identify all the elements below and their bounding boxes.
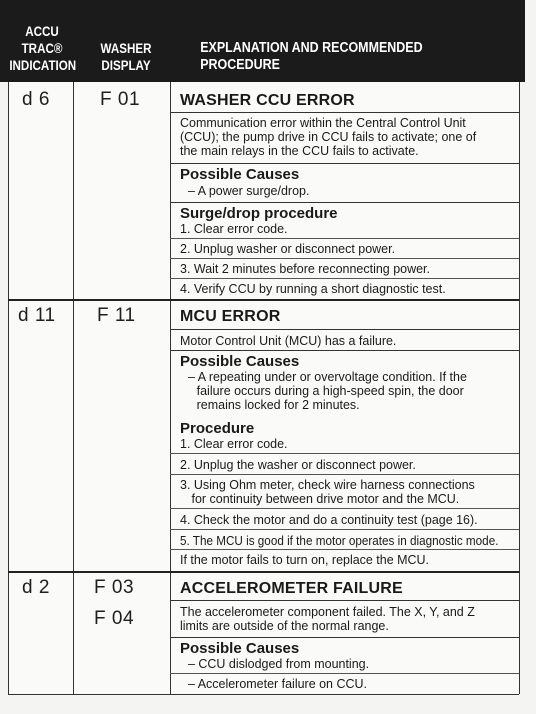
row3-explanation-line2: limits are outside of the normal range.: [180, 618, 389, 633]
row1-title-divider: [170, 112, 519, 113]
table-header: [0, 0, 525, 82]
row2-step-3: [180, 478, 502, 506]
row3-washer-code-2: F 04: [94, 608, 135, 629]
row1-explanation-divider: [170, 163, 519, 164]
row3-title: ACCELEROMETER FAILURE: [180, 580, 403, 597]
row1-cause-1: – A power surge/drop.: [188, 183, 310, 198]
header-accu-line2: TRAC®: [21, 41, 63, 56]
row3-cause-2: – Accelerometer failure on CCU.: [188, 676, 367, 691]
row1-explanation-line3: the main relays in the CCU fails to activate.: [180, 143, 419, 158]
header-washer-line2: DISPLAY: [101, 58, 151, 73]
row1-step-1: 1. Clear error code.: [180, 221, 288, 236]
row1-step-3: 3. Wait 2 minutes before reconnecting power.: [180, 261, 430, 276]
header-accu-trac-indication: [9, 23, 77, 74]
row1-accu-code: d 6: [22, 89, 50, 110]
row1-procedure-heading: Surge/drop procedure: [180, 205, 338, 222]
row3-accu-code: d 2: [22, 577, 50, 598]
row2-step-divider: [170, 474, 519, 475]
row1-causes-heading: Possible Causes: [180, 166, 300, 183]
row2-cause-line3: remains locked for 2 minutes.: [196, 397, 360, 412]
row1-step-divider: [170, 258, 519, 259]
row2-title-divider: [170, 329, 519, 330]
row2-step-divider: [170, 453, 519, 454]
row1-step-divider: [170, 278, 519, 279]
row1-explanation-line1: Communication error within the Central Control Unit: [180, 115, 466, 130]
row1-title: WASHER CCU ERROR: [180, 92, 355, 109]
row3-washer-code-1: F 03: [94, 577, 135, 598]
row1-explanation: [180, 116, 502, 158]
row2-step-5: 5. The MCU is good if the motor operates in diagnostic mode.: [180, 533, 499, 548]
row2-step-note: If the motor fails to turn on, replace the MCU.: [180, 552, 430, 567]
row3-title-divider: [170, 600, 519, 601]
row2-title: MCU ERROR: [180, 308, 281, 325]
row2-step-3-line2: for continuity between drive motor and the MCU.: [191, 491, 460, 506]
row1-washer-code: F 01: [100, 89, 141, 110]
row2-step-3-line1: 3. Using Ohm meter, check wire harness connections: [180, 477, 475, 492]
row2-step-divider: [170, 549, 519, 550]
row2-washer-code: F 11: [97, 305, 136, 326]
row2-explanation-divider: [170, 350, 519, 351]
row2-step-1: 1. Clear error code.: [180, 436, 288, 451]
row1-step-4: 4. Verify CCU by running a short diagnostic test.: [180, 281, 446, 296]
row2-explanation: Motor Control Unit (MCU) has a failure.: [180, 333, 397, 348]
header-washer-display: [85, 40, 168, 74]
row3-cause-divider: [170, 673, 519, 674]
row1-step-divider: [170, 238, 519, 239]
column-divider-2: [170, 82, 171, 694]
row2-cause-1: [188, 370, 510, 412]
row2-step-divider: [170, 508, 519, 509]
row2-step-4: 4. Check the motor and do a continuity test (page 16).: [180, 512, 478, 527]
row3-causes-heading: Possible Causes: [180, 640, 300, 657]
row3-cause-1: – CCU dislodged from mounting.: [188, 656, 370, 671]
table-bottom-border: [8, 694, 519, 695]
header-accu-line1: ACCU: [25, 24, 59, 39]
row2-accu-code: d 11: [18, 305, 56, 326]
header-accu-line3: INDICATION: [9, 58, 77, 73]
row1-step-2: 2. Unplug washer or disconnect power.: [180, 241, 396, 256]
row1-explanation-line2: (CCU); the pump drive in CCU fails to activate; one of: [180, 129, 477, 144]
row2-cause-line2: failure occurs during a high-speed spin, the door: [196, 383, 464, 398]
row2-cause-line1: – A repeating under or overvoltage condition. If the: [188, 369, 467, 384]
row3-explanation-line1: The accelerometer component failed. The X, Y, and Z: [180, 604, 475, 619]
column-divider-1: [73, 82, 74, 694]
row3-explanation-divider: [170, 637, 519, 638]
row1-causes-divider: [170, 202, 519, 203]
row2-step-2: 2. Unplug the washer or disconnect power.: [180, 457, 416, 472]
row2-step-divider: [170, 529, 519, 530]
row2-causes-heading: Possible Causes: [180, 353, 300, 370]
header-explanation: EXPLANATION AND RECOMMENDED PROCEDURE: [200, 40, 423, 73]
row-divider-1: [8, 299, 519, 301]
row3-explanation: [180, 605, 502, 633]
row-divider-2: [8, 571, 519, 573]
row2-procedure-heading: Procedure: [180, 420, 255, 437]
header-washer-line1: WASHER: [100, 41, 152, 56]
